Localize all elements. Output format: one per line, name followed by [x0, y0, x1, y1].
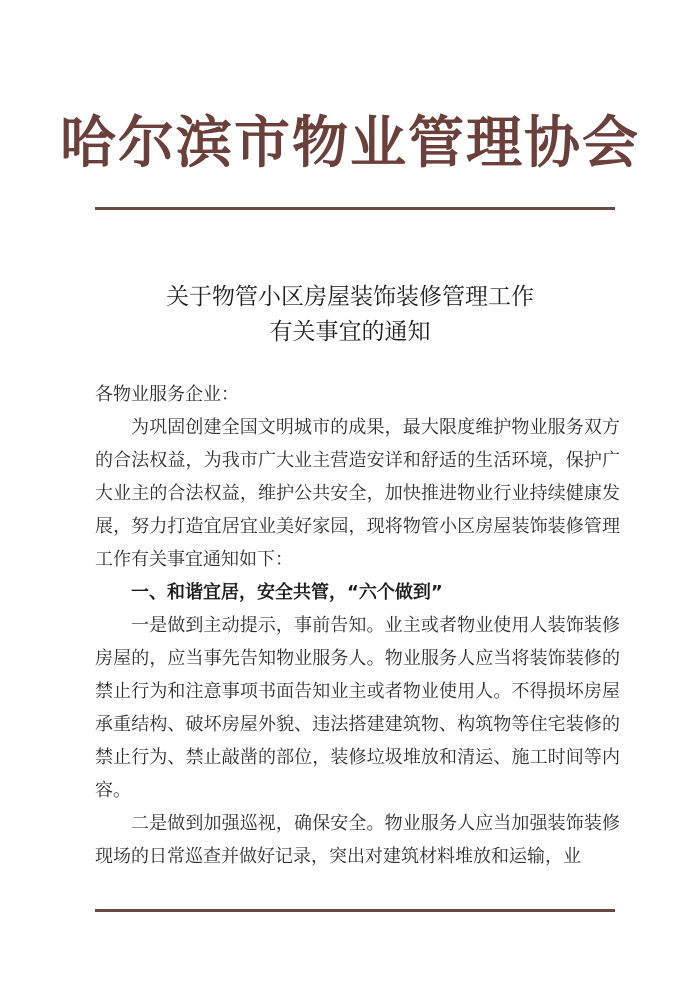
header-divider [95, 207, 615, 210]
document-title-line-2: 有关事宜的通知 [269, 319, 431, 345]
organization-masthead: 哈尔滨市物业管理协会 [60, 111, 640, 176]
salutation: 各物业服务企业： [95, 384, 239, 405]
intro-paragraph: 为巩固创建全国文明城市的成果，最大限度维护物业服务双方的合法权益，为我市广大业主营造安详和舒适的生活环境，保护广大业主的合法权益，维护公共安全，加快推进物业行业持续健康发展，努力打造宜居宜业美好家园，现将物管小区房屋装饰装修管理工作有关事宜通知如下： [95, 417, 620, 570]
section-1-heading: 一、和谐宜居，安全共管，“六个做到” [131, 582, 443, 603]
document-body [95, 378, 620, 873]
item-1-paragraph: 一是做到主动提示，事前告知。业主或者物业使用人装饰装修房屋的，应当事先告知物业服务人。物业服务人应当将装饰装修的禁止行为和注意事项书面告知业主或者物业使用人。不得损坏房屋承重结构、破坏房屋外貌、违法搭建建筑物、构筑物等住宅装修的禁止行为、禁止敲凿的部位，装修垃圾堆放和清运、施工时间等内容。 [95, 615, 620, 801]
document-title-line-1: 关于物管小区房屋装饰装修管理工作 [166, 284, 534, 310]
footer-divider [95, 909, 615, 912]
item-2-paragraph: 二是做到加强巡视，确保安全。物业服务人应当加强装饰装修现场的日常巡查并做好记录，突出对建筑材料堆放和运输，业 [95, 813, 620, 867]
document-title [0, 280, 700, 350]
